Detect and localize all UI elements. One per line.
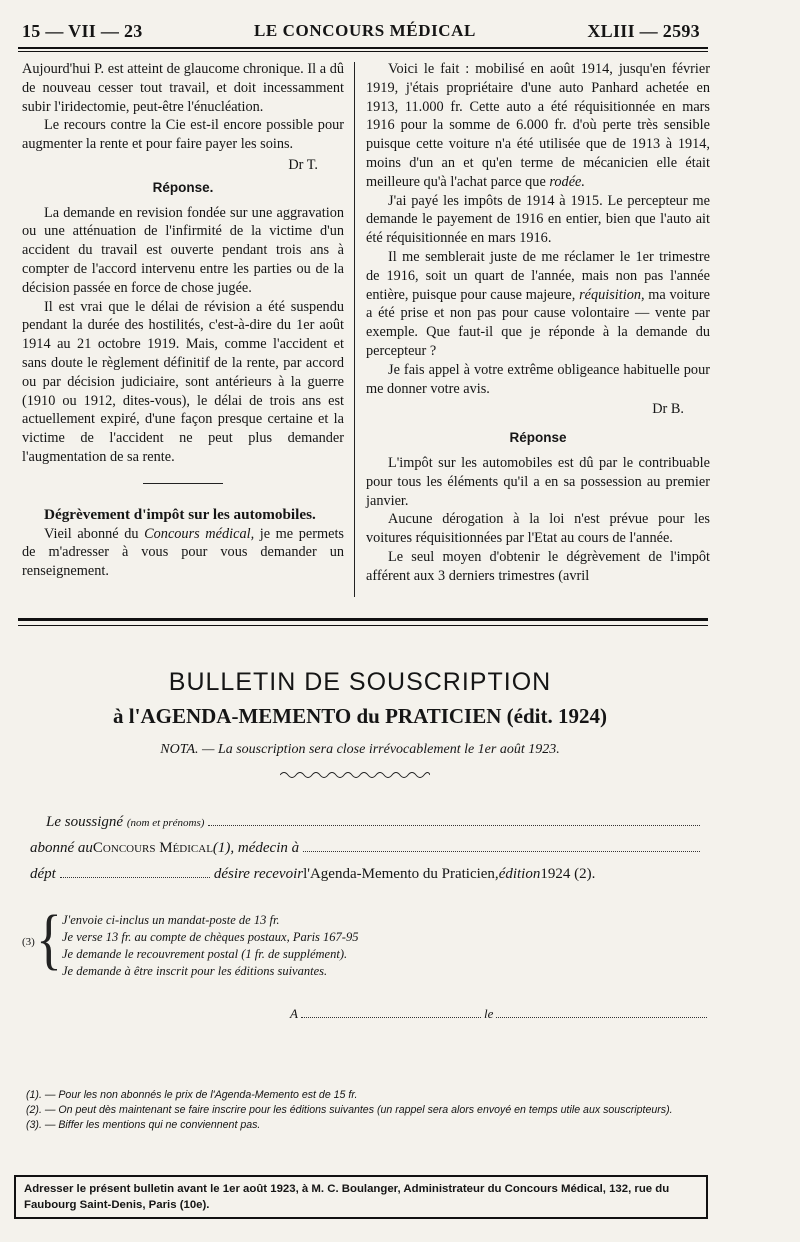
footnote-2: (2). — On peut dès maintenant se faire inscrire pour les éditions suivantes (un rappel sera alors envoyé en temps utile aux souscripteurs).: [26, 1104, 673, 1116]
form-hint-name: (nom et prénoms): [126, 817, 205, 829]
left-para-1: Aujourd'hui P. est atteint de glaucome chronique. Il a dû de nouveau cesser tout travail, et doit incessamment subir l'iridectomie, peut-être l'énucléation.: [22, 61, 344, 115]
ornament-wave-icon: [280, 768, 430, 782]
page-header: [22, 18, 700, 44]
left-para-5: [22, 525, 344, 581]
option-mandat[interactable]: J'envoie ci-inclus un mandat-poste de 13 fr.: [62, 913, 280, 927]
right-para-6: Aucune dérogation à la loi n'est prévue pour les voitures réquisitionnées par l'Etat au cours de l'année.: [366, 511, 710, 547]
left-para-5-journal: Concours médical,: [144, 525, 255, 542]
date-field[interactable]: [496, 1016, 707, 1018]
header-title: LE CONCOURS MÉDICAL: [253, 21, 476, 40]
footnote-3: (3). — Biffer les mentions qui ne conviennent pas.: [26, 1119, 261, 1131]
left-reponse-heading: Réponse.: [152, 179, 214, 195]
form-label-agenda: l'Agenda-Memento du Praticien,: [303, 866, 499, 882]
form-label-journal: Concours Médical: [92, 840, 213, 856]
right-para-1: [366, 60, 710, 192]
bulletin-title: BULLETIN DE SOUSCRIPTION: [168, 668, 552, 696]
right-para-3-a: Il me semblerait juste de me réclamer le 1er trimestre de 1916, soit un quart de l'année, mais non pas l'année entière, puisque pour cause majeure,: [366, 248, 710, 303]
bulletin-nota: NOTA. — La souscription sera close irrévocablement le 1er août 1923.: [160, 742, 560, 757]
right-signature: Dr B.: [652, 401, 684, 418]
right-para-3-em: réquisition,: [579, 286, 645, 303]
footnote-1: (1). — Pour les non abonnés le prix de l'Agenda-Memento est de 15 fr.: [26, 1089, 358, 1101]
bulletin-subtitle: à l'AGENDA-MEMENTO du PRATICIEN (édit. 1924): [113, 704, 607, 728]
header-rule-thin: [18, 51, 708, 52]
payment-options: [62, 912, 358, 980]
options-marker: (3): [22, 936, 35, 948]
section-divider: [143, 483, 223, 484]
left-para-5-end: je me permets de m'adresser à vous pour vous demander un renseignement.: [22, 525, 344, 580]
header-page-number: XLIII — 2593: [587, 20, 700, 41]
right-reponse-heading: Réponse: [509, 430, 567, 446]
right-para-2: J'ai payé les impôts de 1914 à 1915. Le percepteur me demande le payement de 1916 en entier, bien que l'auto ait été réquisitionnée en mars 1916.: [366, 192, 710, 247]
form-field-city[interactable]: [303, 850, 700, 852]
place-field[interactable]: [301, 1016, 481, 1018]
left-signature: Dr T.: [288, 156, 318, 173]
option-cheque[interactable]: Je verse 13 fr. au compte de chèques postaux, Paris 167-95: [62, 930, 359, 944]
right-column: [366, 60, 710, 586]
bulletin-rule: [18, 618, 708, 621]
right-para-7: Le seul moyen d'obtenir le dégrèvement de l'impôt afférent aux 3 derniers trimestres (avril: [366, 548, 710, 584]
left-para-2: Le recours contre la Cie est-il encore possible pour augmenter la rente et pour faire payer les soins.: [22, 117, 344, 153]
option-recouvrement[interactable]: Je demande le recouvrement postal (1 fr. de supplément).: [62, 947, 348, 961]
form-label-medecin: (1), médecin à: [212, 840, 300, 856]
left-para-3: La demande en revision fondée sur une aggravation ou une atténuation de l'infirmité de la victime d'un accident du travail est ouverte pendant trois ans à compter de l'accord intervenu entre les parties ou de la décision passée en force de chose jugée.: [22, 204, 344, 296]
form-label-year: 1924 (2).: [540, 866, 596, 882]
column-divider: [354, 62, 355, 597]
form-line-name: [46, 814, 704, 831]
right-para-5: L'impôt sur les automobiles est dû par le contribuable pour tous les éléments qu'il a en sa possession au premier janvier.: [366, 454, 710, 509]
bulletin-rule-thin: [18, 625, 708, 626]
form-label-soussigne: Le soussigné: [46, 814, 124, 830]
left-para-5-start: Vieil abonné du: [44, 525, 145, 542]
header-issue: 15 — VII — 23: [22, 20, 143, 41]
right-para-3: [366, 248, 710, 361]
form-label-abonne: abonné au: [30, 840, 93, 856]
right-para-4: Je fais appel à votre extrême obligeance habituelle pour me donner votre avis.: [366, 361, 710, 397]
form-label-edition: édition: [498, 866, 541, 882]
left-column: [22, 60, 344, 581]
footer-address: Adresser le présent bulletin avant le 1er août 1923, à M. C. Boulanger, Administrateur du Concours Médical, 132, rue du Faubourg Saint-Denis, Paris (10e).: [24, 1183, 670, 1211]
brace-icon: {: [36, 901, 62, 977]
form-field-name[interactable]: [208, 824, 700, 826]
date-label: le: [483, 1006, 494, 1021]
right-para-3-b: ma voiture a été prise et non pas pour cause volontaire — vente par exemple. Que faut-il que je réponde à la demande du percepteur ?: [366, 286, 710, 359]
place-date-line: [290, 1006, 710, 1022]
form-field-dept[interactable]: [60, 876, 210, 878]
section-title: Dégrèvement d'impôt sur les automobiles.: [44, 505, 316, 523]
option-inscription[interactable]: Je demande à être inscrit pour les éditions suivantes.: [62, 964, 328, 978]
form-line-department: [30, 866, 710, 883]
footnotes: [26, 1088, 706, 1133]
place-label: A: [290, 1006, 298, 1021]
right-para-1-em: rodée.: [549, 173, 585, 190]
form-label-desire: désire recevoir: [213, 866, 304, 882]
form-label-dept: dépt: [30, 866, 56, 882]
left-para-4: Il est vrai que le délai de révision a été suspendu pendant la durée des hostilités, c'est-à-dire du 1er août 1914 au 21 octobre 1919. Mais, comme l'accident et sans doute le règlement définitif de la rente, par accord ou par décision judiciaire, sont antérieurs à la guerre (1910 ou 1912, dites-vous), le délai de trois ans est actuellement expiré, d'une façon presque certaine et la victime de l'accident ne peut plus demander l'augmentation de sa rente.: [22, 298, 344, 465]
form-line-subscriber: [30, 840, 704, 857]
right-para-1-text: Voici le fait : mobilisé en août 1914, jusqu'en février 1919, j'étais propriétaire d'une auto Panhard achetée en 1913, 11.000 fr. Cette auto a été réquisitionnée en mars 1916 pour la somme de 6.000 fr. d'où perte très sensible puisque cette voiture n'a été utilisée que de 1913 à 1914, moins d'un an et qu'en terme de mécanicien elle était meilleure qu'à l'achat parce que: [366, 61, 710, 190]
footer-address-box: [14, 1175, 708, 1219]
header-rule: [18, 47, 708, 49]
